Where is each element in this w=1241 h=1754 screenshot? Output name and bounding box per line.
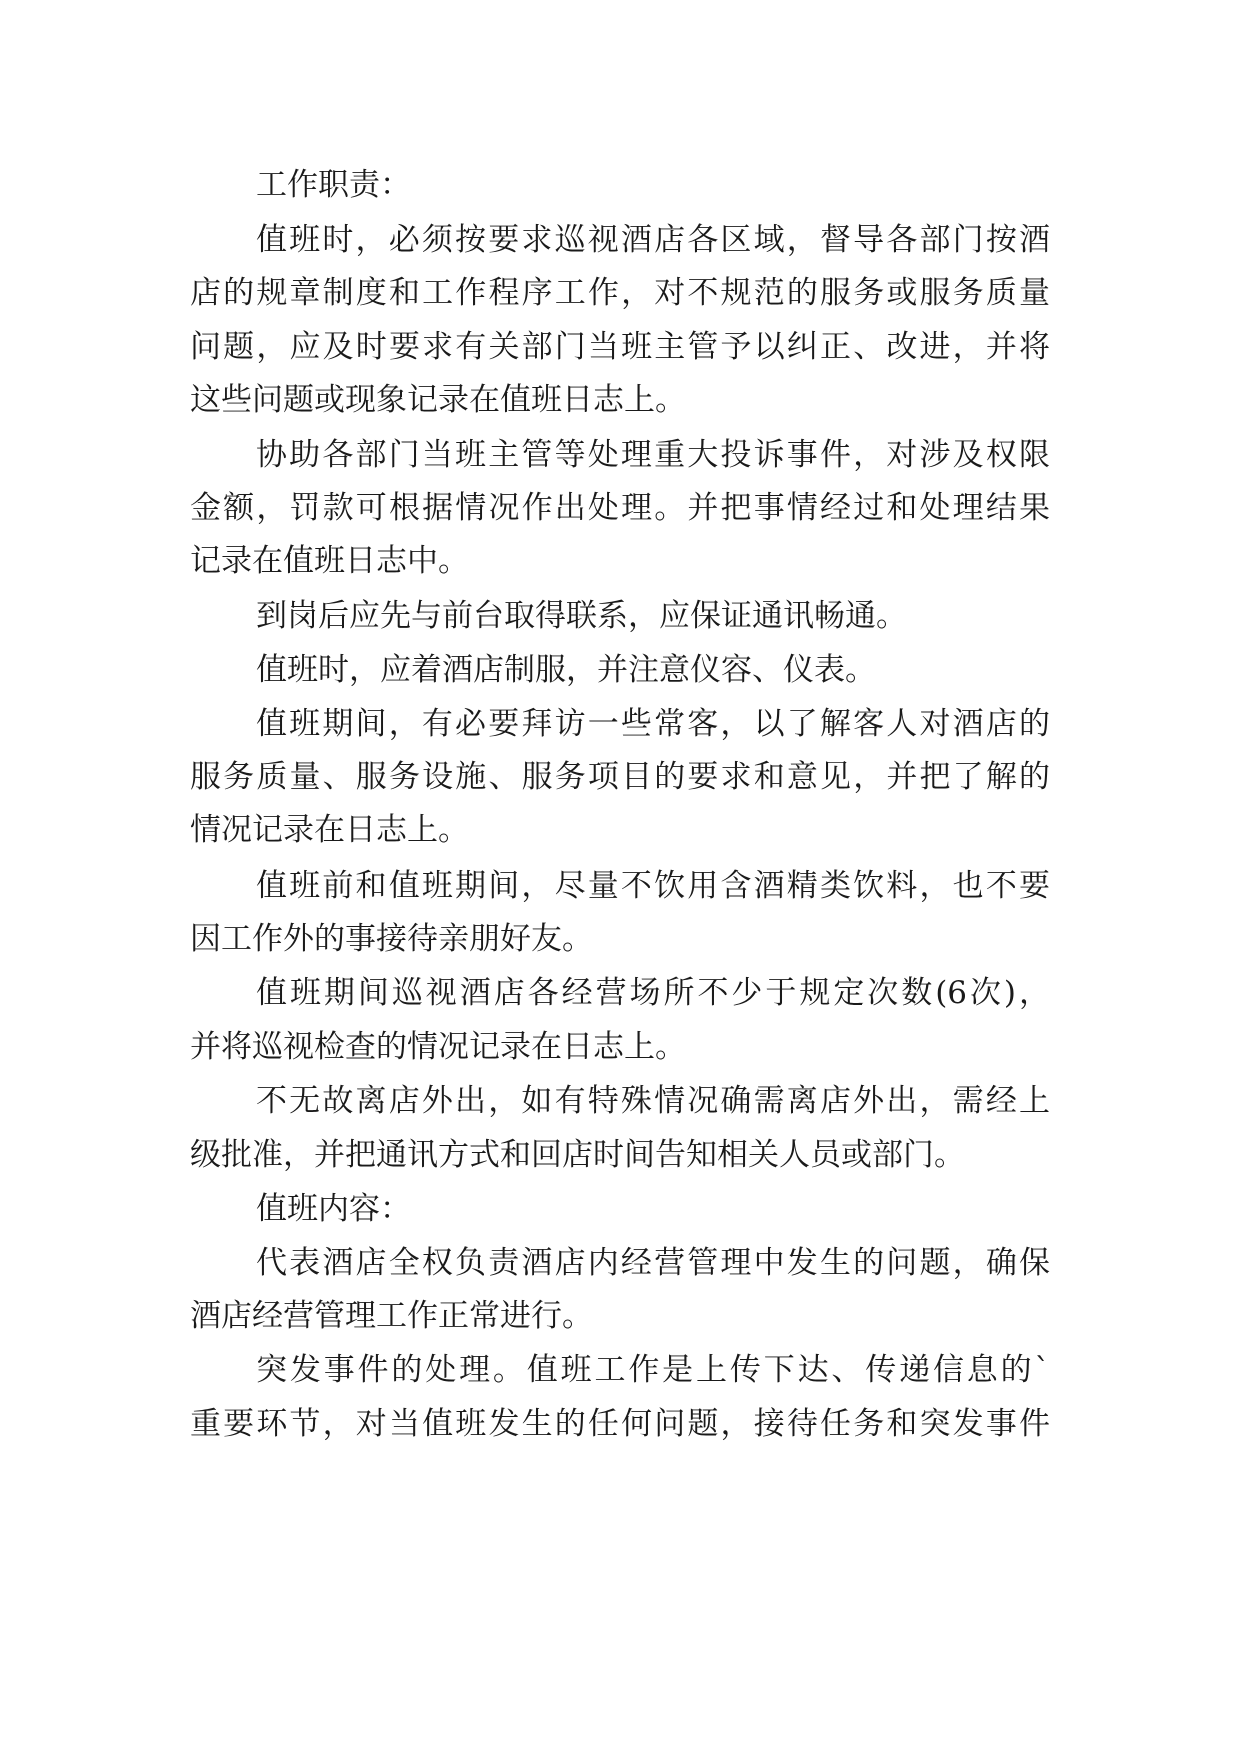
paragraph-line: 酒店经营管理工作正常进行。: [190, 1298, 593, 1334]
paragraph-line: 金额，罚款可根据情况作出处理。并把事情经过和处理结果: [190, 490, 1050, 526]
paragraph-line: 服务质量、服务设施、服务项目的要求和意见，并把了解的: [190, 759, 1050, 795]
paragraph-line: 因工作外的事接待亲朋好友。: [190, 921, 593, 957]
paragraph-line: 值班期间巡视酒店各经营场所不少于规定次数(6次)，: [256, 975, 1050, 1011]
paragraph-line: 值班前和值班期间，尽量不饮用含酒精类饮料，也不要: [256, 868, 1050, 904]
paragraph-line: 值班时，应着酒店制服，并注意仪容、仪表。: [256, 652, 876, 688]
paragraph-line: 并将巡视检查的情况记录在日志上。: [190, 1029, 686, 1065]
paragraph-line: 突发事件的处理。值班工作是上传下达、传递信息的`: [256, 1352, 1050, 1388]
paragraph-line: 到岗后应先与前台取得联系，应保证通讯畅通。: [256, 598, 907, 634]
paragraph-line: 情况记录在日志上。: [190, 812, 469, 848]
paragraph-line: 这些问题或现象记录在值班日志上。: [190, 382, 686, 418]
section-heading-content: 值班内容：: [256, 1191, 411, 1227]
paragraph-line: 值班期间，有必要拜访一些常客，以了解客人对酒店的: [256, 706, 1050, 742]
paragraph-line: 协助各部门当班主管等处理重大投诉事件，对涉及权限: [256, 437, 1050, 473]
paragraph-line: 代表酒店全权负责酒店内经营管理中发生的问题，确保: [256, 1245, 1050, 1281]
paragraph-line: 重要环节，对当值班发生的任何问题，接待任务和突发事件: [190, 1406, 1050, 1442]
section-heading-duties: 工作职责：: [256, 167, 411, 203]
paragraph-line: 不无故离店外出，如有特殊情况确需离店外出，需经上: [256, 1083, 1050, 1119]
paragraph-line: 值班时，必须按要求巡视酒店各区域，督导各部门按酒: [256, 222, 1050, 258]
paragraph-line: 店的规章制度和工作程序工作，对不规范的服务或服务质量: [190, 275, 1050, 311]
paragraph-line: 记录在值班日志中。: [190, 543, 469, 579]
paragraph-line: 问题，应及时要求有关部门当班主管予以纠正、改进，并将: [190, 329, 1050, 365]
paragraph-line: 级批准，并把通讯方式和回店时间告知相关人员或部门。: [190, 1137, 965, 1173]
